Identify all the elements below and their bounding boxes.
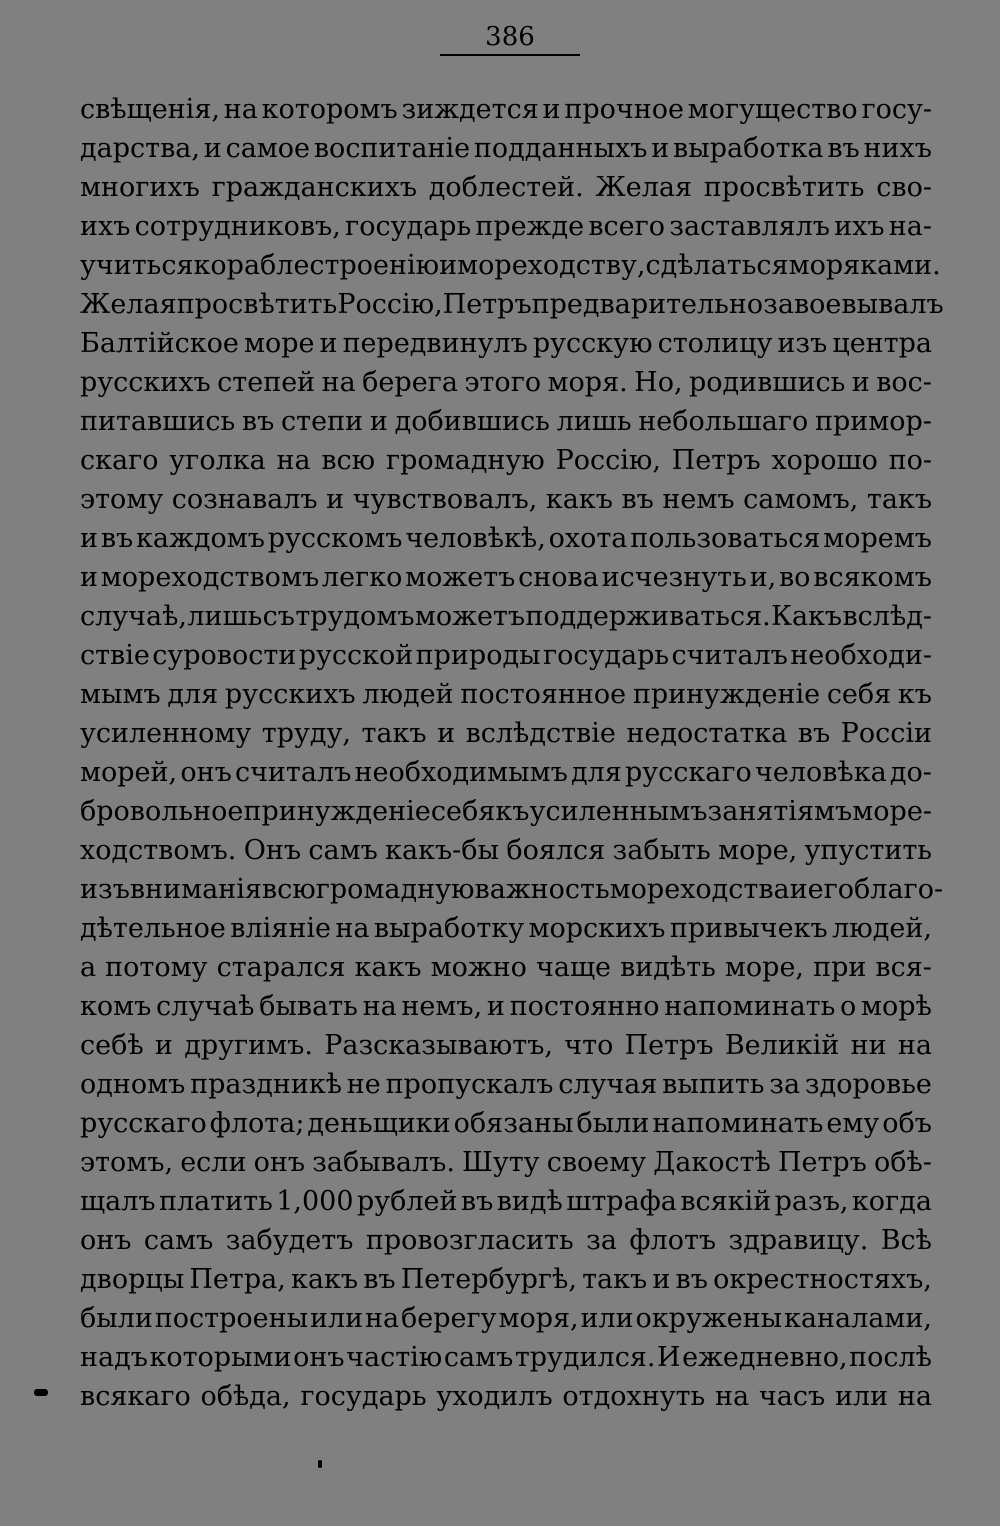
text-line: многихъ гражданскихъ доблестей. Желая просвѣтить сво- xyxy=(80,172,932,203)
text-line: дворцы Петра, какъ въ Петербургѣ, такъ и въ окрестностяхъ, xyxy=(80,1264,932,1295)
text-line: были построены или на берегу моря, или окружены каналами, xyxy=(80,1303,932,1334)
text-line: одномъ праздникѣ не пропускалъ случая выпить за здоровье xyxy=(80,1069,932,1100)
text-line: изъ вниманія всю громадную важность мореходства и его благо- xyxy=(80,874,944,905)
text-line: дѣтельное вліяніе на выработку морскихъ привычекъ людей, xyxy=(80,913,932,944)
text-line: дарства, и самое воспитаніе подданныхъ и выработка въ нихъ xyxy=(80,133,932,164)
text-line: мымъ для русскихъ людей постоянное принужденіе себя къ xyxy=(80,679,932,710)
text-line: всякаго обѣда, государь уходилъ отдохнуть на часъ или на xyxy=(80,1381,932,1412)
page-number-rule xyxy=(440,54,580,56)
page-number: 386 xyxy=(485,22,535,52)
text-line: свѣщенія, на которомъ зиждется и прочное могущество госу- xyxy=(80,94,932,125)
text-line: этому сознавалъ и чувствовалъ, какъ въ немъ самомъ, такъ xyxy=(80,484,932,515)
text-line: бровольное принужденіе себя къ усиленнымъ занятіямъ море- xyxy=(80,796,932,827)
text-line: усиленному труду, такъ и вслѣдствіе недостатка въ Россіи xyxy=(80,718,932,749)
text-line: онъ самъ забудетъ провозгласить за флотъ здравицу. Всѣ xyxy=(80,1225,932,1256)
text-line: щалъ платить 1,000 рублей въ видѣ штрафа всякій разъ, когда xyxy=(80,1186,932,1217)
text-line: морей, онъ считалъ необходимымъ для русскаго человѣка до- xyxy=(80,757,932,788)
text-line: питавшись въ степи и добившись лишь небольшаго примор- xyxy=(80,406,932,437)
text-line: ствіе суровости русской природы государь считалъ необходи- xyxy=(80,640,932,671)
margin-mark xyxy=(34,1389,48,1396)
text-line: учиться кораблестроенію и мореходству, сдѣлаться моряками. xyxy=(80,250,941,281)
text-line: себѣ и другимъ. Разсказываютъ, что Петръ Великій ни на xyxy=(80,1030,932,1061)
text-line: ихъ сотрудниковъ, государь прежде всего заставлялъ ихъ на- xyxy=(80,211,932,242)
text-line: русскихъ степей на берега этого моря. Но, родившись и вос- xyxy=(80,367,932,398)
text-line: ходствомъ. Онъ самъ какъ-бы боялся забыть море, упустить xyxy=(80,835,932,866)
body-text xyxy=(80,90,944,1416)
text-line: скаго уголка на всю громадную Россію, Петръ хорошо по- xyxy=(80,445,932,476)
text-line: Желая просвѣтить Россію, Петръ предварительно завоевывалъ xyxy=(80,289,944,320)
text-line: и мореходствомъ легко можетъ снова исчезнуть и, во всякомъ xyxy=(80,562,932,593)
text-line: русскаго флота; деньщики обязаны были напоминать ему объ xyxy=(80,1108,932,1139)
text-line: комъ случаѣ бывать на немъ, и постоянно напоминать о морѣ xyxy=(80,991,932,1022)
text-line: случаѣ, лишь съ трудомъ можетъ поддерживаться. Какъ вслѣд- xyxy=(80,601,932,632)
text-line: и въ каждомъ русскомъ человѣкѣ, охота пользоваться моремъ xyxy=(80,523,932,554)
ink-speck xyxy=(318,1460,322,1468)
text-line: этомъ, если онъ забывалъ. Шуту своему Дакостѣ Петръ обѣ- xyxy=(80,1147,932,1178)
text-line: надъ которыми онъ частію самъ трудился. И ежедневно, послѣ xyxy=(80,1342,932,1373)
text-line: Балтійское море и передвинулъ русскую столицу изъ центра xyxy=(80,328,932,359)
text-line: а потому старался какъ можно чаще видѣть море, при вся- xyxy=(80,952,932,983)
